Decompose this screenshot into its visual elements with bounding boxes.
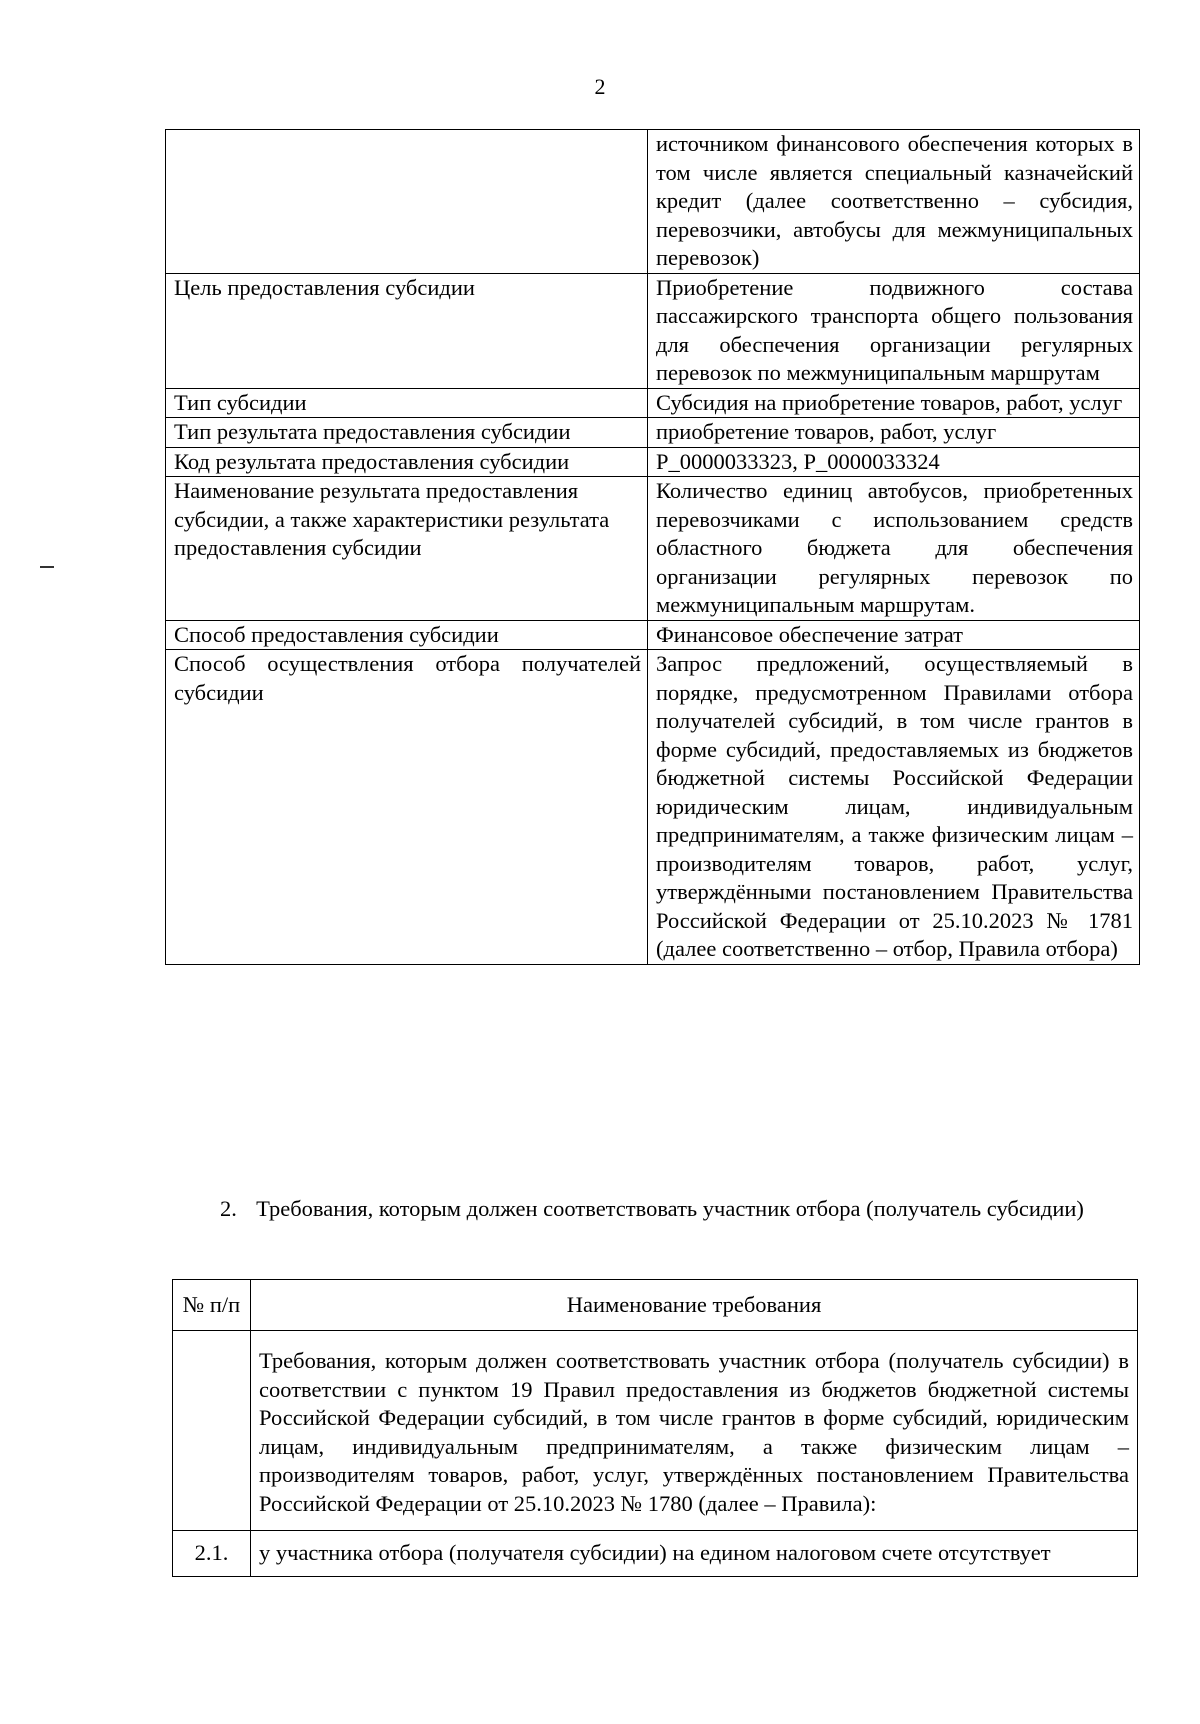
- table-row: [173, 1331, 1138, 1531]
- row-value: Приобретение подвижного состава пассажирского транспорта общего пользования для обеспечения организации регулярных перевозок по межмуниципальным маршрутам: [648, 273, 1140, 388]
- requirements-table: [172, 1279, 1138, 1577]
- row-label: Способ предоставления субсидии: [166, 620, 648, 650]
- header-name: Наименование требования: [251, 1280, 1138, 1331]
- row-label: [166, 130, 648, 274]
- table-row: [166, 388, 1140, 418]
- table-header-row: [173, 1280, 1138, 1331]
- section-heading: [210, 1194, 1110, 1224]
- section-title: Требования, которым должен соответствовать участник отбора (получатель субсидии): [256, 1196, 1084, 1221]
- row-label: Тип субсидии: [166, 388, 648, 418]
- header-num: № п/п: [173, 1280, 251, 1331]
- subsidy-info-table: [165, 129, 1140, 965]
- row-value: источником финансового обеспечения которых в том числе является специальный казначейский кредит (далее соответственно – субсидия, перевозчики, автобусы для межмуниципальных перевозок): [648, 130, 1140, 274]
- row-text: Требования, которым должен соответствовать участник отбора (получатель субсидии) в соответствии с пунктом 19 Правил предоставления из бюджетов бюджетной системы Российской Федерации субсидий, в том числе грантов в форме субсидий, юридическим лицам, индивидуальным предпринимателям, а также физическим лицам – производителям товаров, работ, услуг, утверждённых постановлением Правительства Российской Федерации от 25.10.2023 № 1780 (далее – Правила):: [251, 1331, 1138, 1531]
- row-value: Р_0000033323, Р_0000033324: [648, 447, 1140, 477]
- table-row: [166, 130, 1140, 274]
- scan-mark: [40, 566, 54, 568]
- table-row: [166, 418, 1140, 448]
- row-value: Финансовое обеспечение затрат: [648, 620, 1140, 650]
- row-num: 2.1.: [173, 1531, 251, 1577]
- row-value: Количество единиц автобусов, приобретенных перевозчиками с использованием средств областного бюджета для обеспечения организации регулярных перевозок по межмуниципальным маршрутам.: [648, 477, 1140, 621]
- section-number: 2.: [220, 1196, 237, 1221]
- row-label: Цель предоставления субсидии: [166, 273, 648, 388]
- table-row: [166, 650, 1140, 965]
- row-value: Запрос предложений, осуществляемый в порядке, предусмотренном Правилами отбора получателей субсидий, в том числе грантов в форме субсидий, предоставляемых из бюджетов бюджетной системы Российской Федерации юридическим лицам, индивидуальным предпринимателям, а также физическим лицам – производителям товаров, работ, услуг, утверждёнными постановлением Правительства Российской Федерации от 25.10.2023 № 1781 (далее соответственно – отбор, Правила отбора): [648, 650, 1140, 965]
- row-label: Способ осуществления отбора получателей субсидии: [166, 650, 648, 965]
- row-value: Субсидия на приобретение товаров, работ, услуг: [648, 388, 1140, 418]
- table-row: [166, 273, 1140, 388]
- table-row: [166, 447, 1140, 477]
- table-row: [173, 1531, 1138, 1577]
- row-value: приобретение товаров, работ, услуг: [648, 418, 1140, 448]
- table-row: [166, 620, 1140, 650]
- row-label: Тип результата предоставления субсидии: [166, 418, 648, 448]
- row-label: Код результата предоставления субсидии: [166, 447, 648, 477]
- row-num: [173, 1331, 251, 1531]
- page-number: 2: [594, 74, 606, 99]
- row-text: у участника отбора (получателя субсидии) на едином налоговом счете отсутствует: [251, 1531, 1138, 1577]
- row-label: Наименование результата предоставления субсидии, а также характеристики результата предоставления субсидии: [166, 477, 648, 621]
- table-row: [166, 477, 1140, 621]
